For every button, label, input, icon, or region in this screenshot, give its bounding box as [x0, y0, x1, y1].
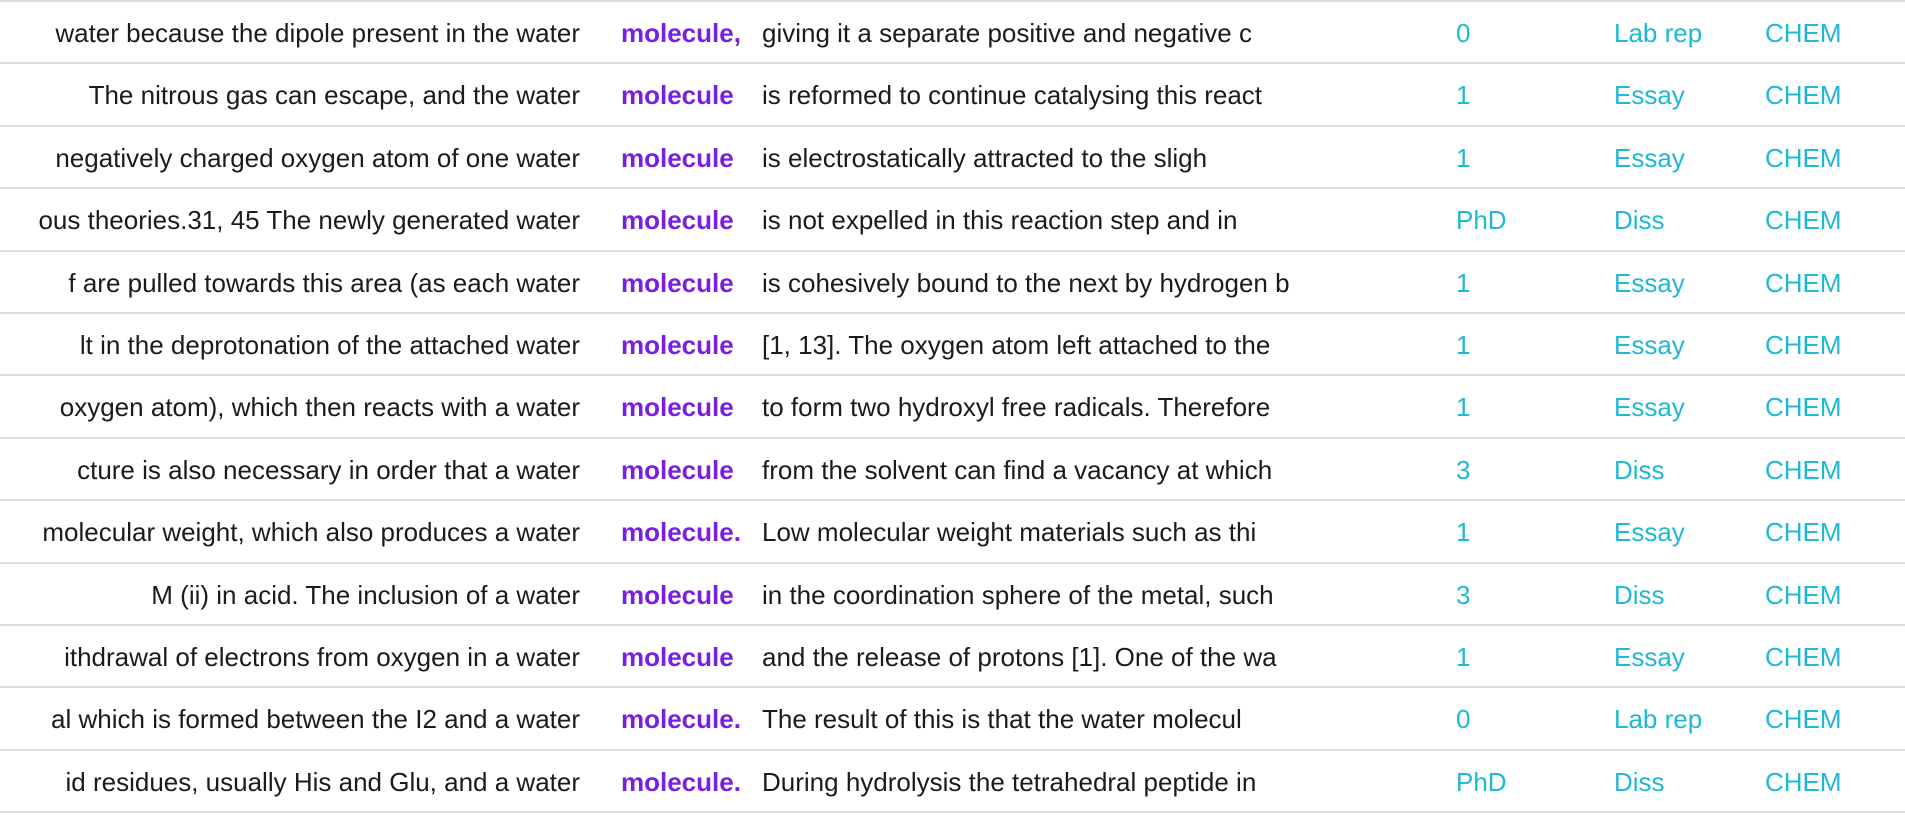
- keyword: molecule: [621, 329, 734, 360]
- keyword: molecule: [621, 142, 734, 173]
- discipline: CHEM: [1765, 517, 1842, 548]
- genre: Diss: [1614, 454, 1665, 485]
- table-row[interactable]: [0, 626, 1905, 688]
- table-row[interactable]: [0, 439, 1905, 501]
- genre: Diss: [1614, 766, 1665, 797]
- table-row[interactable]: [0, 252, 1905, 314]
- right-context: Low molecular weight materials such as thi: [762, 517, 1257, 548]
- discipline: CHEM: [1765, 641, 1842, 672]
- genre: Essay: [1614, 80, 1685, 111]
- table-row[interactable]: [0, 376, 1905, 438]
- keyword: molecule.: [621, 517, 741, 548]
- right-context: is reformed to continue catalysing this react: [762, 80, 1263, 111]
- genre: Essay: [1614, 267, 1685, 298]
- right-context: is not expelled in this reaction step and in: [762, 205, 1238, 236]
- discipline: CHEM: [1765, 142, 1842, 173]
- left-context: oxygen atom), which then reacts with a water: [59, 392, 580, 423]
- keyword: molecule: [621, 641, 734, 672]
- table-row[interactable]: [0, 2, 1905, 64]
- right-context: from the solvent can find a vacancy at which: [762, 454, 1273, 485]
- right-context: in the coordination sphere of the metal, such: [762, 579, 1274, 610]
- discipline: CHEM: [1765, 392, 1842, 423]
- keyword: molecule,: [621, 18, 741, 48]
- keyword: molecule: [621, 267, 734, 298]
- level-code: 0: [1456, 18, 1471, 48]
- level-code: 1: [1456, 142, 1471, 173]
- left-context: water because the dipole present in the water: [55, 18, 580, 48]
- table-row[interactable]: [0, 64, 1905, 126]
- genre: Essay: [1614, 641, 1685, 672]
- keyword: molecule: [621, 80, 734, 111]
- table-row[interactable]: [0, 314, 1905, 376]
- table-row[interactable]: [0, 189, 1905, 251]
- level-code: 1: [1456, 517, 1471, 548]
- left-context: M (ii) in acid. The inclusion of a water: [151, 579, 580, 610]
- left-context: f are pulled towards this area (as each water: [68, 267, 580, 298]
- right-context: The result of this is that the water molecul: [762, 704, 1242, 735]
- left-context: molecular weight, which also produces a water: [42, 517, 580, 548]
- discipline: CHEM: [1765, 267, 1842, 298]
- left-context: ithdrawal of electrons from oxygen in a water: [64, 641, 580, 672]
- level-code: PhD: [1456, 766, 1507, 797]
- keyword: molecule.: [621, 704, 741, 735]
- right-context: to form two hydroxyl free radicals. Therefore: [762, 392, 1271, 423]
- keyword: molecule: [621, 454, 734, 485]
- level-code: 3: [1456, 579, 1471, 610]
- genre: Diss: [1614, 579, 1665, 610]
- right-context: giving it a separate positive and negative c: [762, 18, 1252, 48]
- table-row[interactable]: [0, 751, 1905, 813]
- genre: Diss: [1614, 205, 1665, 236]
- genre: Essay: [1614, 329, 1685, 360]
- left-context: id residues, usually His and Glu, and a water: [65, 766, 580, 797]
- left-context: The nitrous gas can escape, and the water: [88, 80, 580, 111]
- keyword: molecule.: [621, 766, 741, 797]
- discipline: CHEM: [1765, 579, 1842, 610]
- genre: Lab rep: [1614, 704, 1703, 735]
- discipline: CHEM: [1765, 766, 1842, 797]
- right-context: is electrostatically attracted to the sligh: [762, 142, 1208, 173]
- genre: Essay: [1614, 392, 1685, 423]
- level-code: 0: [1456, 704, 1471, 735]
- table-row[interactable]: [0, 127, 1905, 189]
- discipline: CHEM: [1765, 18, 1842, 48]
- right-context: is cohesively bound to the next by hydrogen b: [762, 267, 1290, 298]
- level-code: 1: [1456, 392, 1471, 423]
- table-row[interactable]: [0, 688, 1905, 750]
- keyword: molecule: [621, 579, 734, 610]
- genre: Essay: [1614, 517, 1685, 548]
- right-context: During hydrolysis the tetrahedral peptide in: [762, 766, 1257, 797]
- left-context: negatively charged oxygen atom of one water: [55, 142, 580, 173]
- right-context: [1, 13]. The oxygen atom left attached to the: [762, 329, 1271, 360]
- left-context: lt in the deprotonation of the attached water: [79, 329, 580, 360]
- discipline: CHEM: [1765, 454, 1842, 485]
- discipline: CHEM: [1765, 704, 1842, 735]
- table-row[interactable]: [0, 501, 1905, 563]
- left-context: ous theories.31, 45 The newly generated water: [38, 205, 580, 236]
- level-code: 1: [1456, 80, 1471, 111]
- level-code: 1: [1456, 267, 1471, 298]
- level-code: 3: [1456, 454, 1471, 485]
- keyword: molecule: [621, 205, 734, 236]
- discipline: CHEM: [1765, 329, 1842, 360]
- keyword: molecule: [621, 392, 734, 423]
- level-code: 1: [1456, 329, 1471, 360]
- left-context: cture is also necessary in order that a water: [77, 454, 580, 485]
- discipline: CHEM: [1765, 205, 1842, 236]
- right-context: and the release of protons [1]. One of the wa: [762, 641, 1277, 672]
- left-context: al which is formed between the I2 and a water: [51, 704, 580, 735]
- table-row[interactable]: [0, 564, 1905, 626]
- discipline: CHEM: [1765, 80, 1842, 111]
- level-code: PhD: [1456, 205, 1507, 236]
- genre: Essay: [1614, 142, 1685, 173]
- genre: Lab rep: [1614, 18, 1703, 48]
- level-code: 1: [1456, 641, 1471, 672]
